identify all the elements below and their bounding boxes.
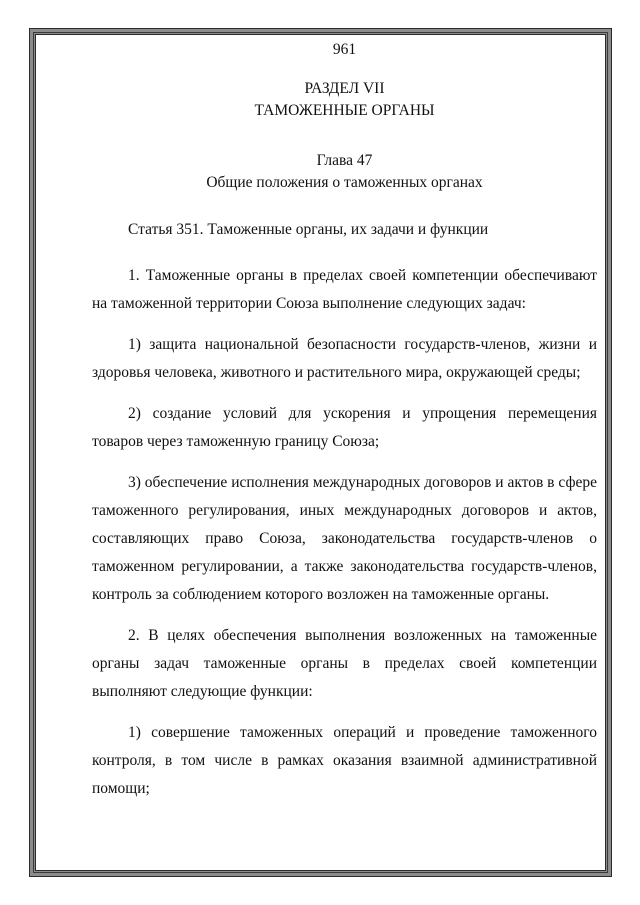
section-title: ТАМОЖЕННЫЕ ОРГАНЫ <box>254 102 435 119</box>
paragraph: 3) обеспечение исполнения международных договоров и актов в сфере таможенного регулирования, иных международных договоров и актов, составляющих право Союза, законодательства государств-членов о таможенном регулировании, а также законодательства государств-членов, контроль за соблюдением которого возложен на таможенные органы. <box>92 474 597 603</box>
paragraph: 1) совершение таможенных операций и проведение таможенного контроля, в том числе в рамках оказания взаимной административной помощи; <box>92 724 597 797</box>
chapter-label: Глава 47 <box>316 152 373 169</box>
section-label: РАЗДЕЛ VII <box>304 80 385 97</box>
chapter-title: Общие положения о таможенных органах <box>206 174 483 191</box>
article-heading: Статья 351. Таможенные органы, их задачи и функции <box>128 221 489 238</box>
paragraph: 1) защита национальной безопасности государств-членов, жизни и здоровья человека, животного и растительного мира, окружающей среды; <box>92 336 597 381</box>
page-number: 961 <box>332 41 357 58</box>
paragraph: 2. В целях обеспечения выполнения возложенных на таможенные органы задач таможенные органы в пределах своей компетенции выполняют следующие функции: <box>92 627 597 700</box>
paragraph: 2) создание условий для ускорения и упрощения перемещения товаров через таможенную границу Союза; <box>92 405 597 450</box>
chapter-heading <box>92 150 597 194</box>
section-heading <box>92 78 597 122</box>
paragraph: 1. Таможенные органы в пределах своей компетенции обеспечивают на таможенной территории Союза выполнение следующих задач: <box>92 267 597 312</box>
document-page <box>92 36 597 803</box>
